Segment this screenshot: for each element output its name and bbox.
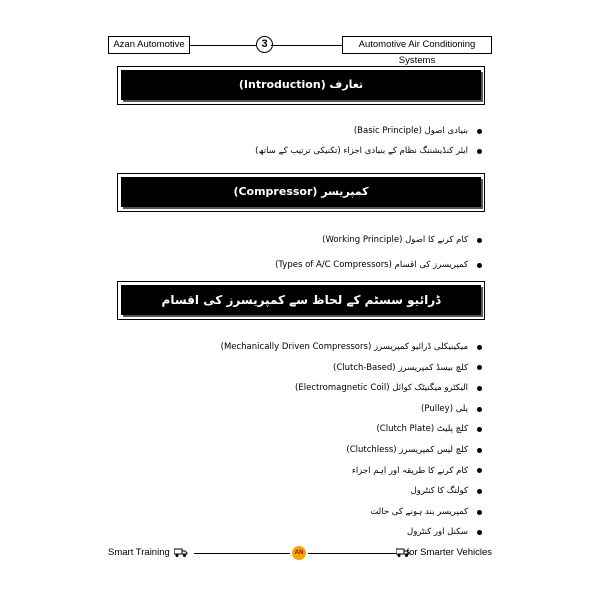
- bullet-icon: [477, 238, 482, 243]
- bullet-icon: [477, 530, 482, 535]
- bullet-icon: [477, 263, 482, 268]
- list-item-text: پلی (Pulley): [421, 403, 468, 414]
- section-title-drive-system: ڈرائیو سسٹم کے لحاظ سے کمپریسرز کی اقسام: [121, 285, 481, 315]
- bullet-icon: [477, 365, 482, 370]
- truck-icon: [174, 547, 188, 558]
- page-footer: [108, 546, 492, 562]
- list-item: [221, 378, 488, 399]
- brand-logo-icon: AN: [292, 546, 306, 560]
- bullet-icon: [477, 386, 482, 391]
- list-item-text: ایئر کنڈیشننگ نظام کے بنیادی اجزاء (تکنیکی ترتیب کے ساتھ): [255, 146, 468, 156]
- list-item-text: کولنگ کا کنٹرول: [410, 486, 468, 497]
- list-item-text: بنیادی اصول (Basic Principle): [353, 126, 468, 136]
- bullet-icon: [477, 149, 482, 154]
- list-item: [221, 419, 488, 440]
- bullet-icon: [477, 427, 482, 432]
- list-item: [221, 399, 488, 420]
- document-page: [108, 0, 492, 600]
- list-item-text: الیکٹرو میگنیٹک کوائل (Electromagnetic Coil): [295, 383, 468, 394]
- list-item: [275, 228, 488, 253]
- list-item: [275, 253, 488, 278]
- list-item: [221, 481, 488, 502]
- list-item: [255, 121, 488, 141]
- list-item-text: کمپریسرز کی اقسام (Types of A/C Compressors): [275, 260, 468, 270]
- header-brand-label: Azan Automotive: [108, 36, 190, 54]
- list-item-text: کلچ لیس کمپریسرز (Clutchless): [346, 444, 468, 455]
- list-item-text: میکینیکلی ڈرائیو کمپریسرز (Mechanically Driven Compressors): [220, 342, 468, 352]
- list-item: [255, 141, 488, 161]
- page-header: [108, 36, 492, 66]
- list-item-text: کام کرنے کا طریقہ اور اہم اجزاء: [351, 465, 468, 476]
- header-divider-left: [190, 45, 256, 46]
- bullet-icon: [477, 448, 482, 453]
- list-item-text: کمپریسر بند ہونے کی حالت: [370, 506, 468, 517]
- bullet-icon: [477, 489, 482, 494]
- bullet-icon: [477, 407, 482, 412]
- list-item: [221, 337, 488, 358]
- introduction-list: [255, 121, 488, 161]
- section-title-compressor: کمپریسر (Compressor): [121, 177, 481, 207]
- footer-divider-right: [308, 553, 396, 554]
- footer-slogan-right: for Smarter Vehicles: [406, 547, 492, 558]
- list-item-text: کام کرنے کا اصول (Working Principle): [322, 235, 468, 245]
- list-item: [221, 358, 488, 379]
- compressor-list: [275, 228, 488, 278]
- bullet-icon: [477, 129, 482, 134]
- header-topic-label: Automotive Air Conditioning Systems: [342, 36, 492, 54]
- list-item: [221, 461, 488, 482]
- header-divider-right: [271, 45, 343, 46]
- list-item-text: سکنل اور کنٹرول: [407, 527, 468, 538]
- bullet-icon: [477, 345, 482, 350]
- drive-system-list: [221, 337, 488, 543]
- footer-divider-left: [194, 553, 290, 554]
- page-number: 3: [256, 36, 273, 53]
- bullet-icon: [477, 468, 482, 473]
- list-item-text: کلچ پلیٹ (Clutch Plate): [376, 424, 468, 435]
- list-item: [221, 522, 488, 543]
- list-item-text: کلچ بیسڈ کمپریسرز (Clutch-Based): [333, 362, 468, 373]
- section-title-introduction: تعارف (Introduction): [121, 70, 481, 100]
- list-item: [221, 502, 488, 523]
- footer-slogan-left: Smart Training: [108, 547, 170, 558]
- list-item: [221, 440, 488, 461]
- bullet-icon: [477, 510, 482, 515]
